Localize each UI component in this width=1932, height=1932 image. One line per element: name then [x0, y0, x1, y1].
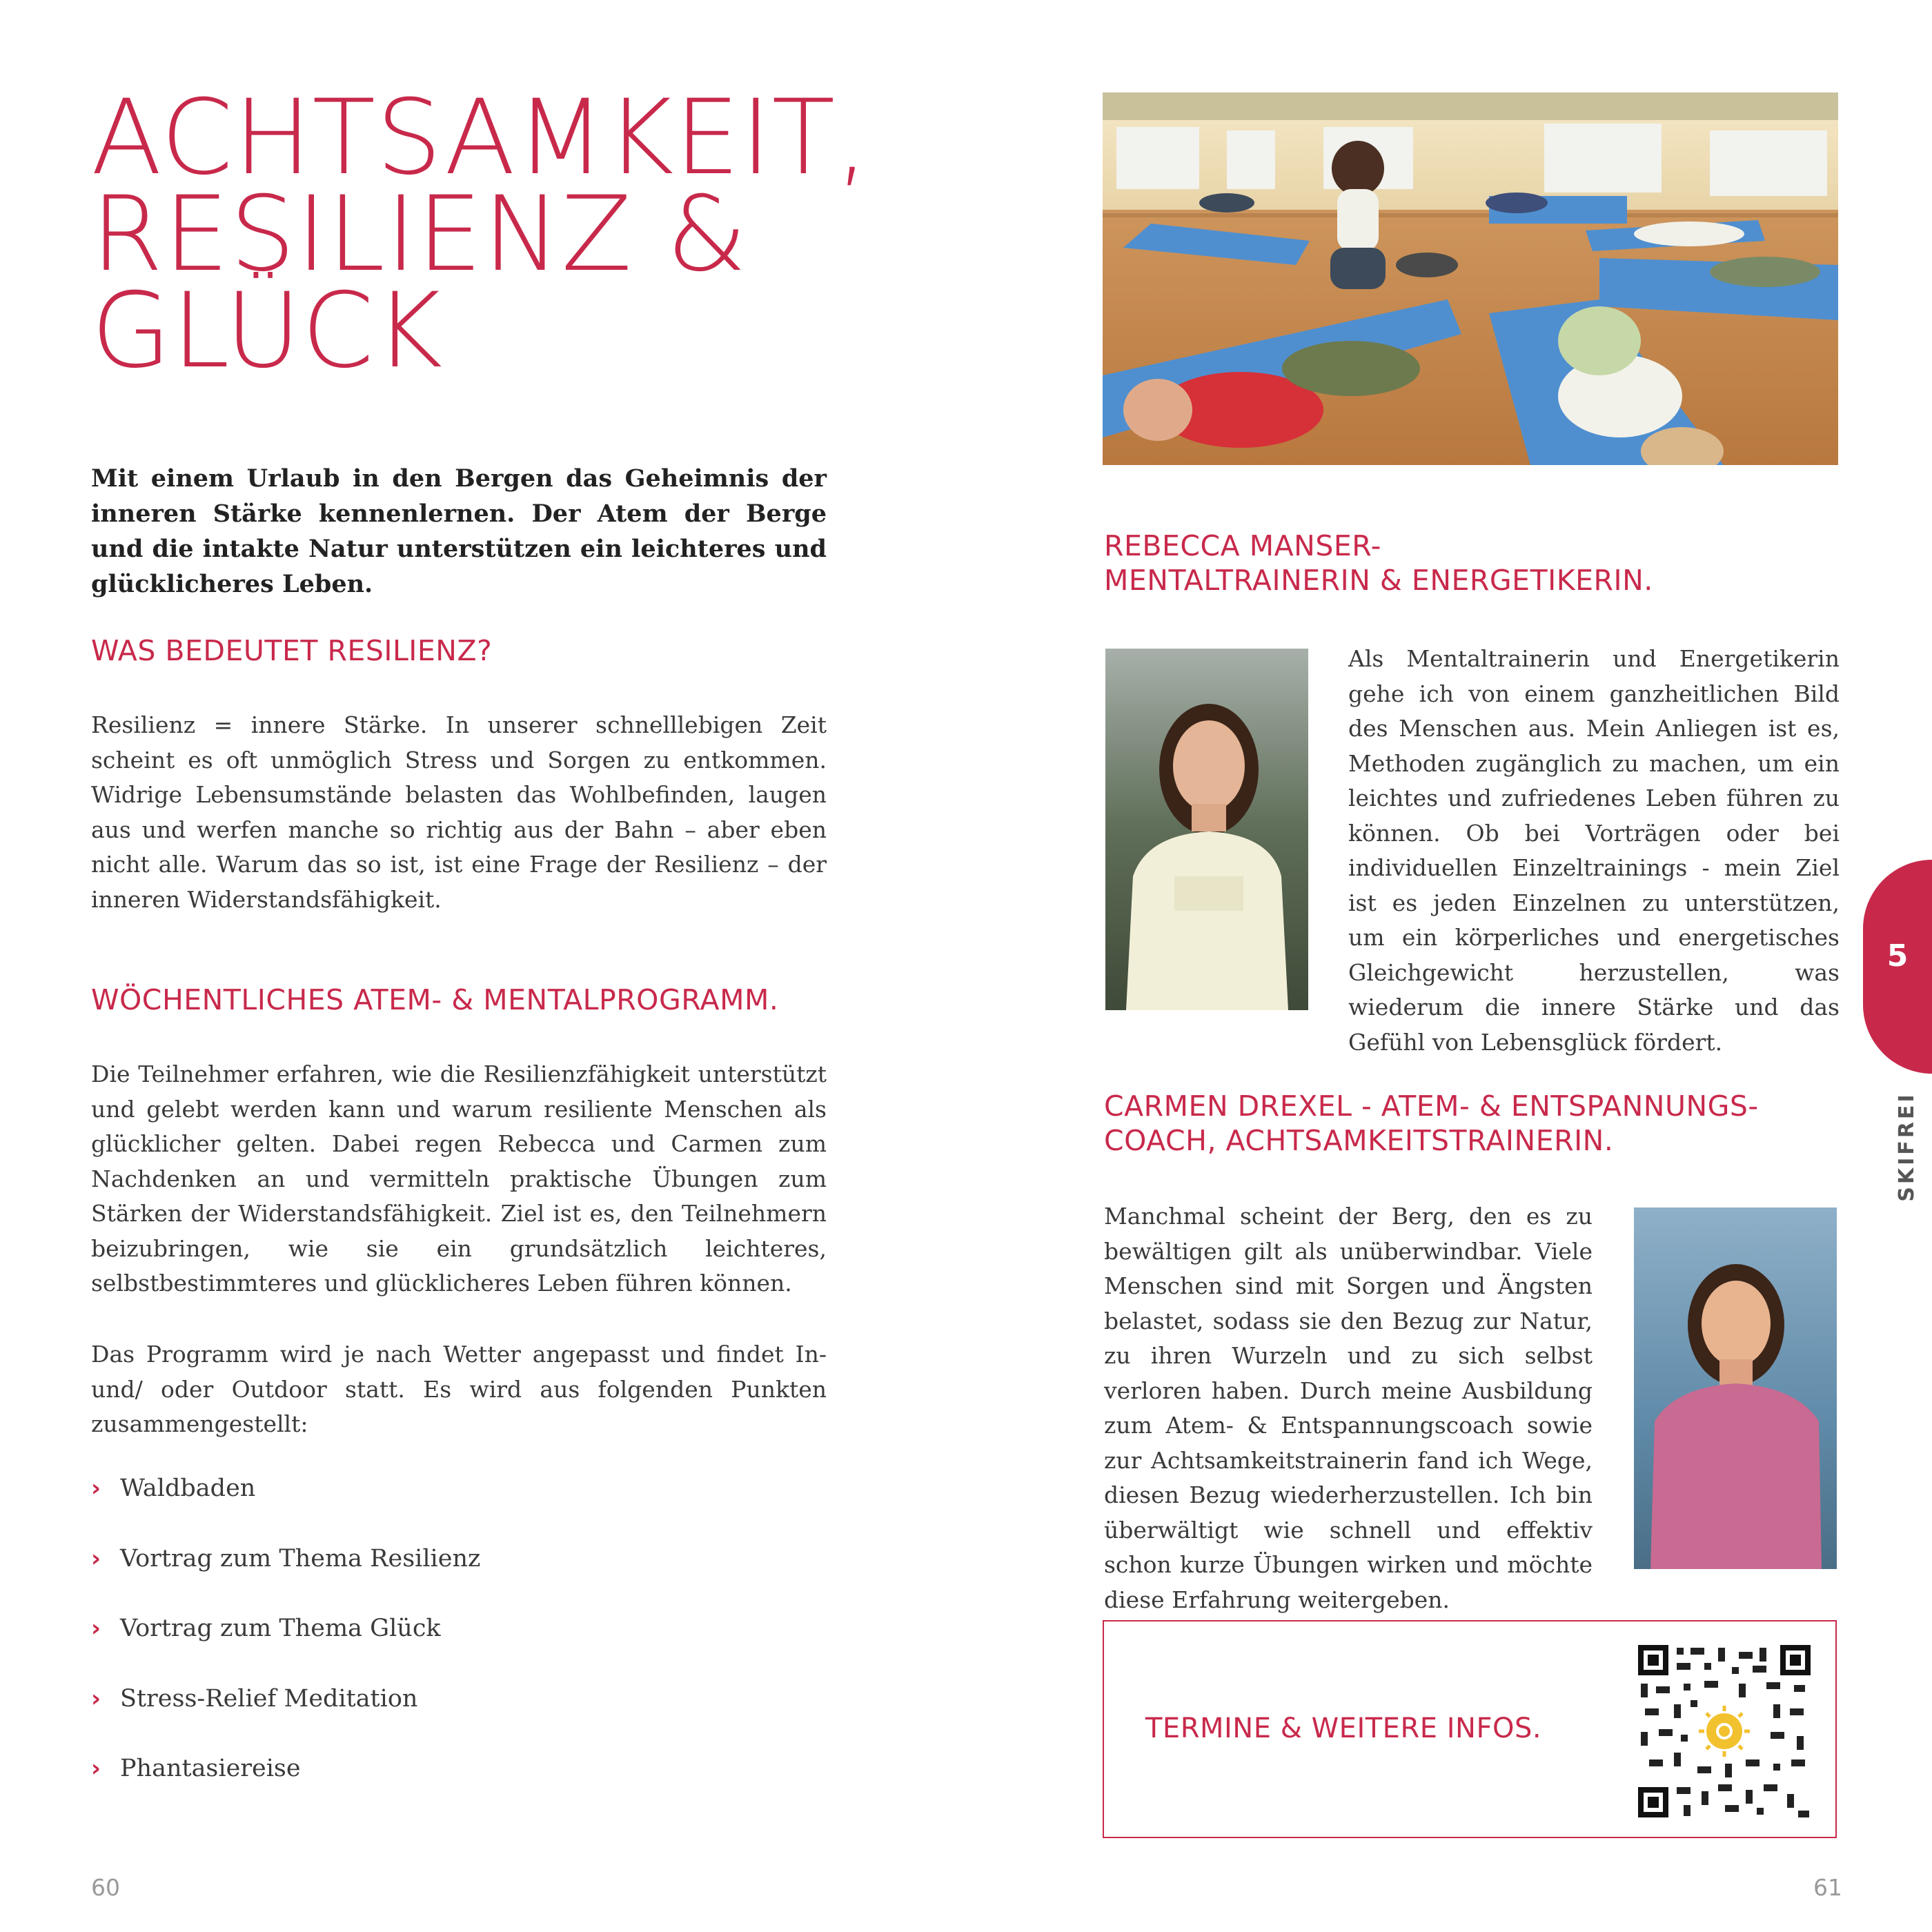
page-number-left: 60 — [91, 1874, 120, 1901]
chevron-right-icon: › — [91, 1475, 101, 1502]
heading-resilienz: WAS BEDEUTET RESILIENZ? — [91, 634, 493, 667]
programm-text-2: Das Programm wird je nach Wetter angepasst und findet In- und/ oder Outdoor statt. Es wird aus folgenden Punkten zusammengestellt: — [91, 1341, 827, 1437]
group-meditation-photo — [1103, 92, 1838, 465]
info-label: TERMINE & WEITERE INFOS. — [1145, 1713, 1542, 1744]
chapter-label: SKIFREI — [1895, 1092, 1919, 1202]
list-item: › Vortrag zum Thema Resilienz — [91, 1541, 480, 1612]
title-line-3: GLÜCK — [91, 271, 444, 391]
title-line-2: RESILIENZ & — [91, 175, 748, 295]
heading-rebecca-line-1: REBECCA MANSER- — [1104, 529, 1381, 562]
lead-paragraph: Mit einem Urlaub in den Bergen das Geheimnis der inneren Stärke kennenlernen. Der Atem der Berge und die intakte Natur unterstützen ein leichteres und glücklicheres Leben. — [91, 464, 827, 598]
programm-text-1: Die Teilnehmer erfahren, wie die Resilienzfähigkeit unterstützt und gelebt werden kann und warum resiliente Menschen als glücklicher gelten. Dabei regen Rebecca und Carmen zum Nachdenken an und vermitteln praktische Übungen zum Stärken der Widerstandsfähigkeit. Ziel ist es, den Teilnehmern beizubringen, wie sie ein grundsätzlich leichteres, selbstbestimmteres und glücklicheres Leben führen können. — [91, 1061, 827, 1297]
qr-code[interactable] — [1635, 1642, 1813, 1820]
list-item: › Vortrag zum Thema Glück — [91, 1611, 480, 1682]
chevron-right-icon: › — [91, 1684, 101, 1713]
chevron-right-icon: › — [91, 1615, 101, 1642]
list-item: › Stress-Relief Meditation — [91, 1682, 480, 1752]
page-number-right: 61 — [1813, 1874, 1842, 1901]
rebecca-portrait-photo — [1105, 649, 1308, 1010]
heading-carmen-line-2: COACH, ACHTSAMKEITSTRAINERIN. — [1104, 1124, 1614, 1157]
title-line-1: ACHTSAMKEIT, — [91, 78, 869, 198]
chevron-right-icon: › — [91, 1755, 101, 1782]
carmen-portrait-photo — [1634, 1208, 1837, 1569]
resilienz-text: Resilienz = innere Stärke. In unserer schnelllebigen Zeit scheint es oft unmöglich Stress und Sorgen zu entkommen. Widrige Lebensumstände belasten das Wohlbefinden, laugen aus und werfen manche so richtig aus der Bahn – aber eben nicht alle. Warum das so ist, ist eine Frage der Resilienz – der inneren Widerstandsfähigkeit. — [91, 711, 827, 913]
heading-carmen-line-1: CARMEN DREXEL - ATEM- & ENTSPANNUNGS- — [1104, 1090, 1759, 1123]
carmen-text: Manchmal scheint der Berg, den es zu bewältigen gilt als unüberwindbar. Viele Menschen sind mit Sorgen und Ängsten belastet, sodass sie den Bezug zur Natur, zu ihren Wurzeln und zu sich selbst verloren haben. Durch meine Ausbildung zum Atem- & Entspannungscoach sowie zur Achtsamkeitstrainerin fand ich Wege, diesen Bezug wiederherzustellen. Ich bin überwältigt wie schnell und effektiv schon kurze Übungen wirken und möchte diese Erfahrung weitergeben. — [1104, 1203, 1593, 1613]
chevron-right-icon: › — [91, 1544, 101, 1573]
heading-carmen — [1104, 1089, 1863, 1158]
programm-list — [91, 1471, 480, 1822]
list-item: › Waldbaden — [91, 1471, 480, 1541]
heading-programm: WÖCHENTLICHES ATEM- & MENTALPROGRAMM. — [91, 983, 779, 1016]
page-title — [91, 78, 869, 391]
heading-rebecca-line-2: MENTALTRAINERIN & ENERGETIKERIN. — [1104, 564, 1653, 597]
heading-rebecca — [1104, 529, 1863, 598]
chapter-number: 5 — [1886, 938, 1909, 974]
rebecca-text: Als Mentaltrainerin und Energetikerin gehe ich von einem ganzheitlichen Bild des Menschen aus. Mein Anliegen ist es, Methoden zugänglich zu machen, um ein leichtes und zufriedenes Leben führen zu können. Ob bei Vorträgen oder bei individuellen Einzeltrainings - mein Ziel ist es jeden Einzelnen zu unterstützen, um ein körperliches und energetisches Gleichgewicht herzustellen, was wiederum die innere Stärke und das Gefühl von Lebensglück fördert. — [1348, 645, 1840, 1056]
list-item: › Phantasiereise — [91, 1751, 480, 1822]
